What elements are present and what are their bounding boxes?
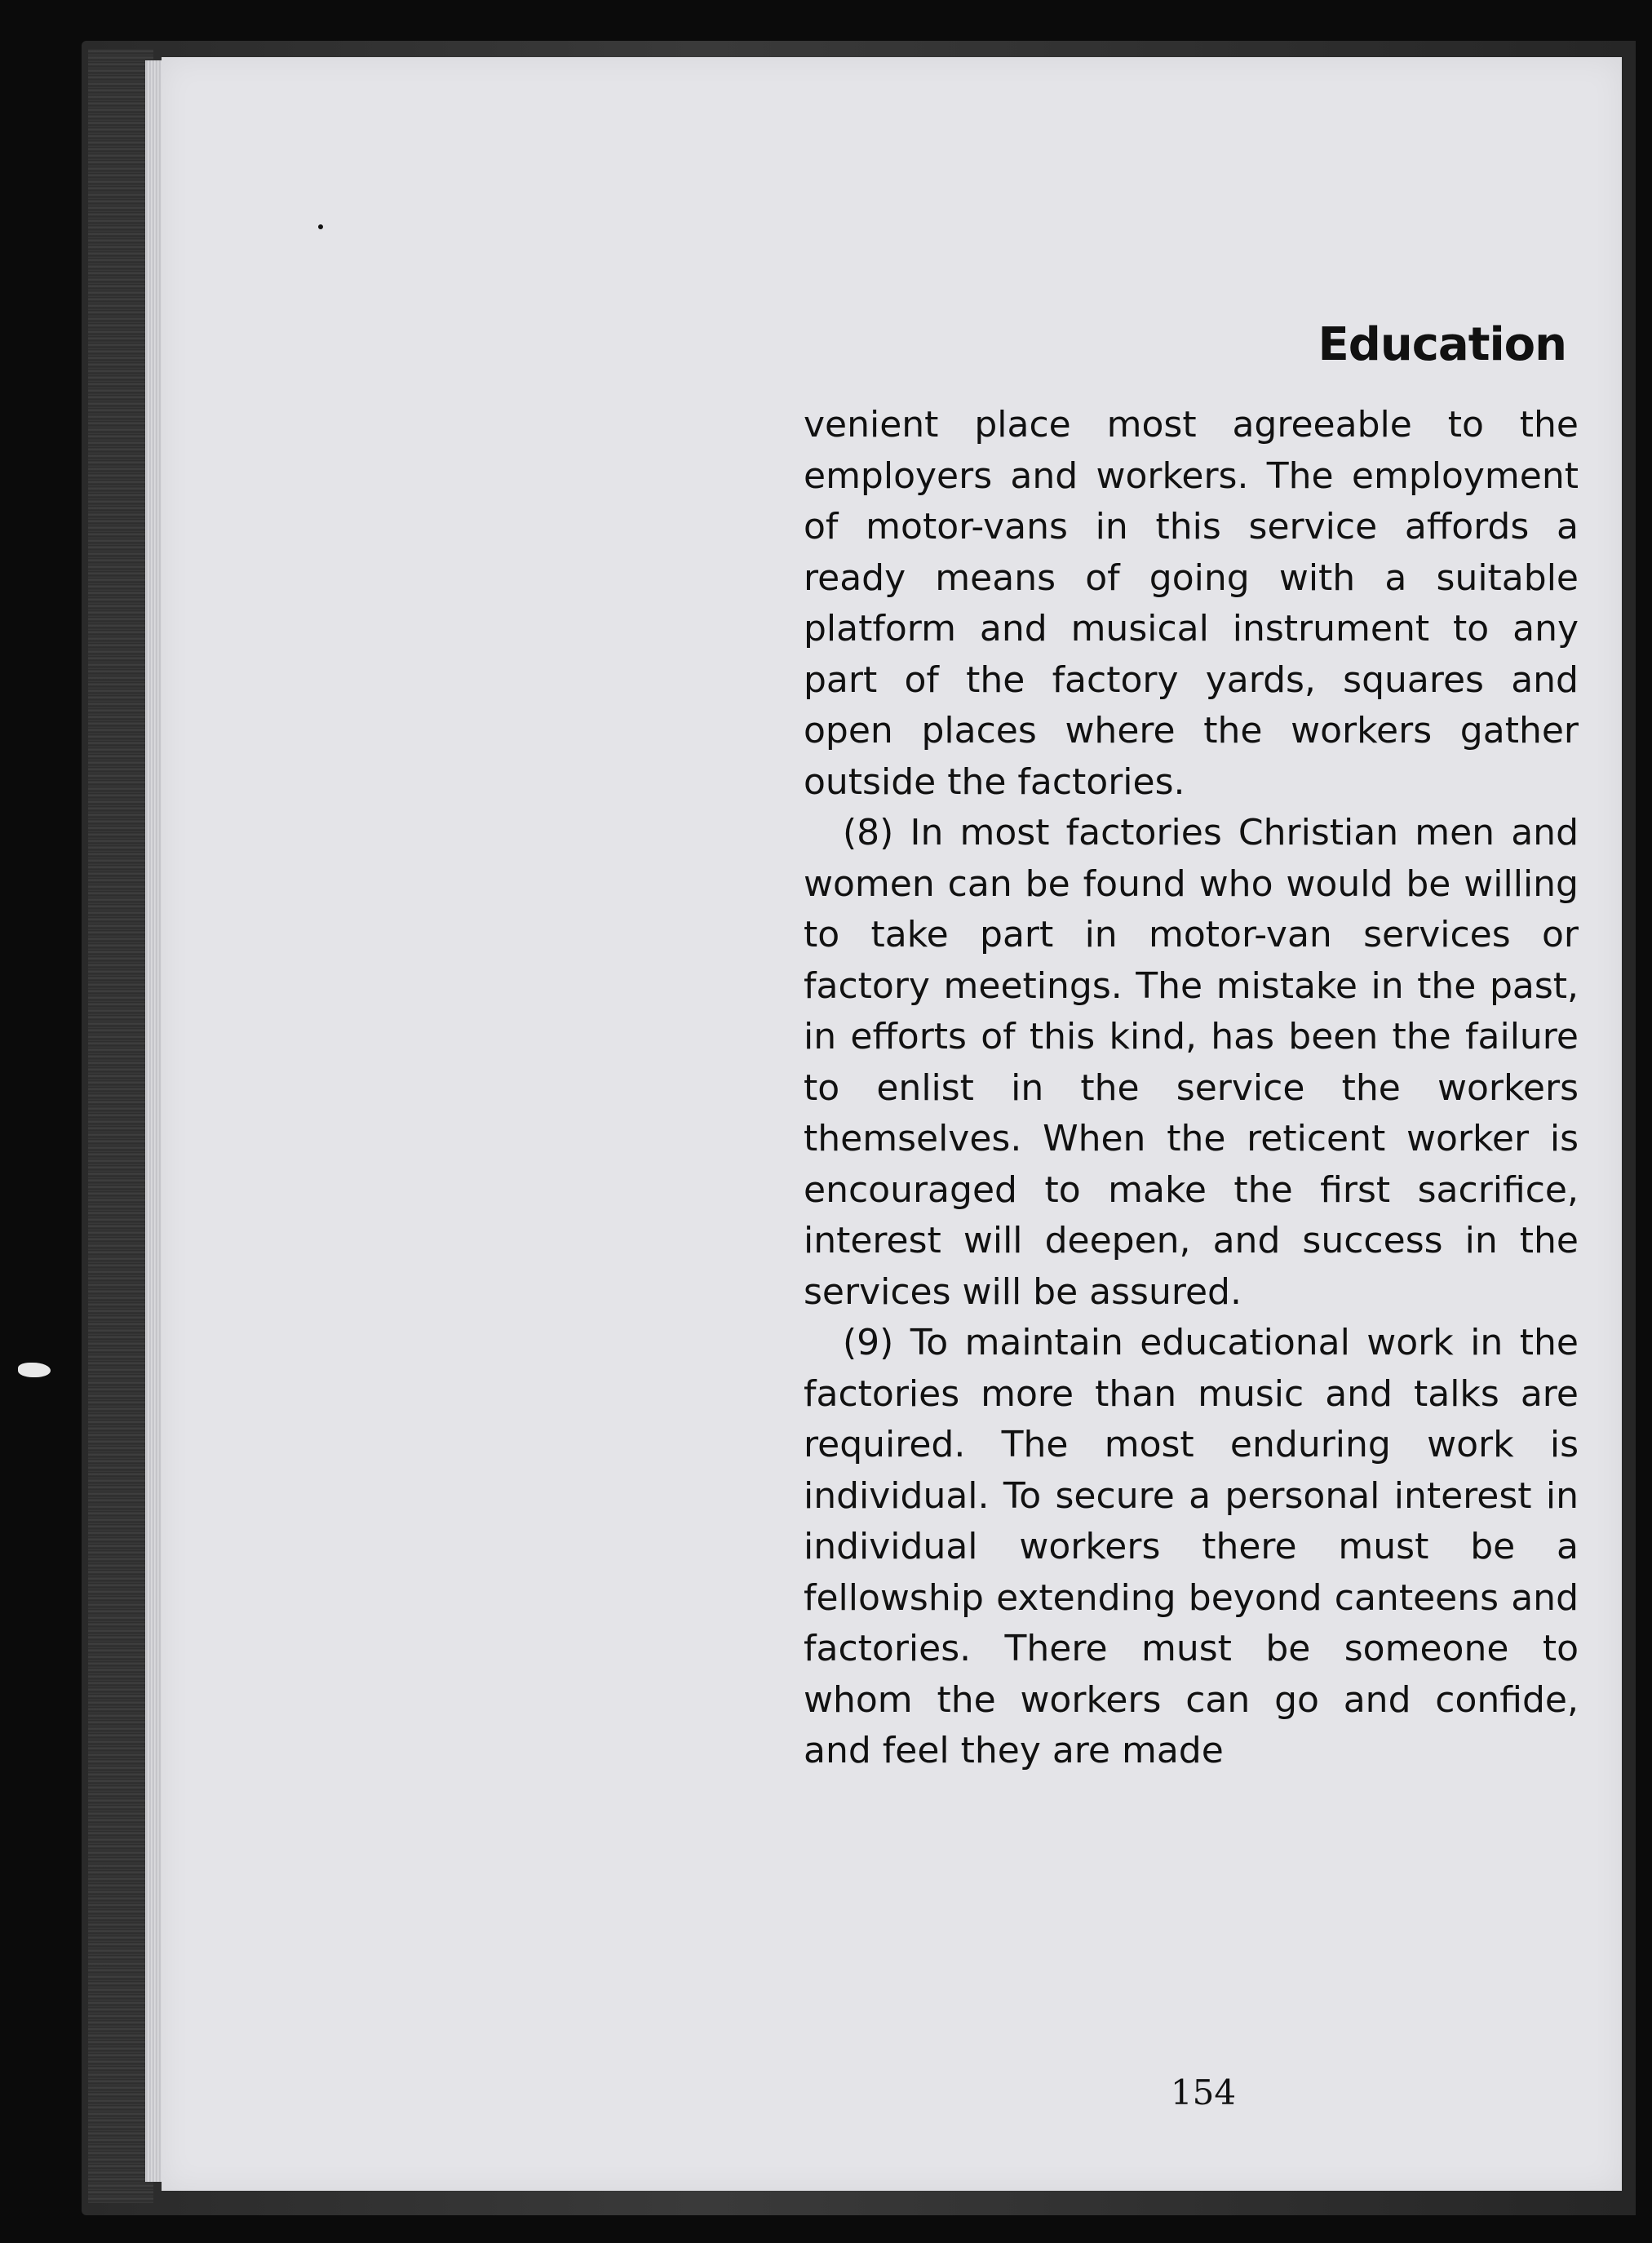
- paragraph: (9) To maintain educational work in the factories more than music and talks are required. The most enduring work is individual. To secure a personal interest in individual workers there must be a fellowship extending beyond canteens and factories. There must be someone to whom the workers can go and confide, and feel they are made: [804, 1322, 1579, 1771]
- book-spine: [88, 49, 153, 2203]
- body-text: [804, 400, 1579, 1777]
- page-number: 154: [1170, 2072, 1237, 2112]
- dust-speck: [18, 1363, 51, 1377]
- paragraph: (8) In most factories Christian men and women can be found who would be willing to take part in motor-van services or factory meetings. The mistake in the past, in efforts of this kind, has been the failure to enlist in the service the workers themselves. When the reticent worker is encouraged to make the first sacrifice, interest will deepen, and success in the services will be assured.: [804, 812, 1579, 1313]
- dust-speck: [318, 224, 323, 229]
- running-head: Education: [1318, 318, 1566, 371]
- paragraph: venient place most agreeable to the employers and workers. The employment of motor-vans in this service affords a ready means of going with a suitable platform and musical instrument to any part of the factory yards, squares and open places where the workers gather outside the factories.: [804, 404, 1579, 803]
